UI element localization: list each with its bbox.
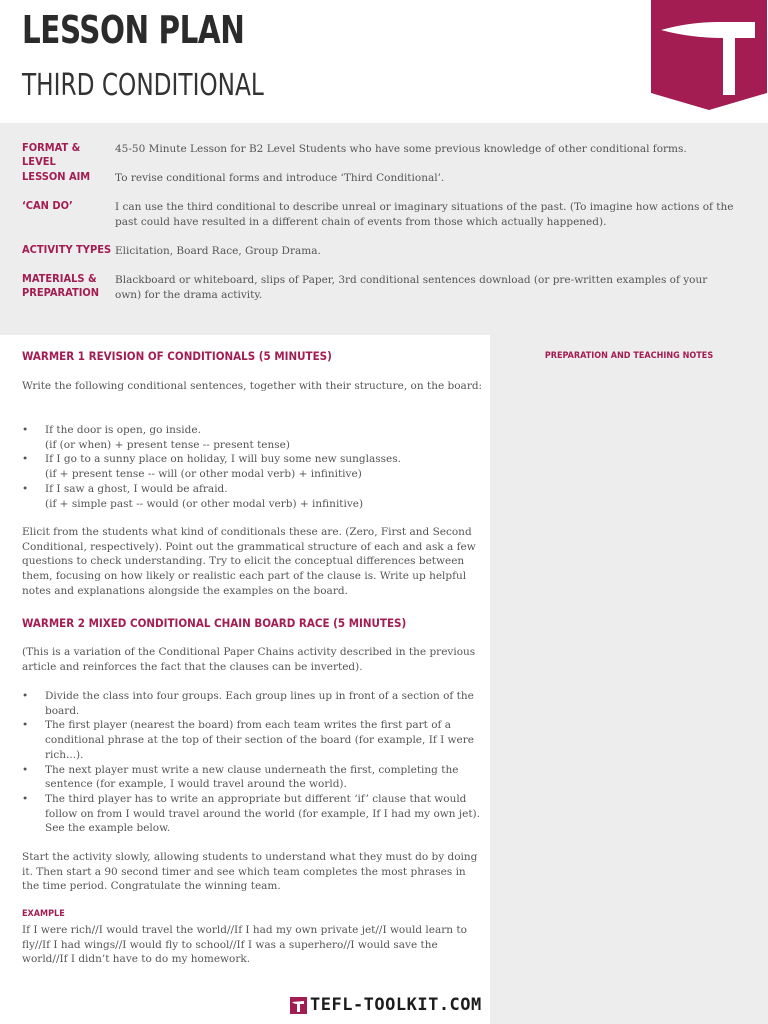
- list-item: [22, 482, 484, 511]
- list-item: • The third player has to write an appropriate but different ‘if’ clause that would follow on from I would travel around the world (for example, If I had my own jet). See the example below.: [22, 792, 484, 836]
- list-item: [22, 452, 484, 481]
- warmer2-bullet-list: [22, 689, 484, 836]
- footer-brand-text: TEFL-TOOLKIT.COM: [310, 995, 482, 1015]
- tefl-toolkit-hammer-icon: [651, 0, 767, 110]
- bullet-structure: (if + present tense -- will (or other modal verb) + infinitive): [45, 468, 362, 481]
- info-label: FORMAT & LEVEL: [22, 141, 81, 168]
- warmer1-body: Elicit from the students what kind of conditionals these are. (Zero, First and Second Conditional, respectively). Point out the grammatical structure of each and ask a few questions to check understanding. Try to elicit the conceptual differences between them, focusing on how likely or realistic each part of the clause is. Write up helpful notes and explanations alongside the examples on the board.: [22, 526, 476, 597]
- tefl-toolkit-logo-icon: [290, 997, 307, 1014]
- list-item: • Divide the class into four groups. Each group lines up in front of a section of the board.: [22, 689, 484, 718]
- page-title: LESSON PLAN: [22, 8, 245, 52]
- info-label: LESSON AIM: [22, 170, 91, 183]
- info-label: ACTIVITY TYPES: [22, 243, 112, 256]
- footer-brand[interactable]: [290, 994, 482, 1016]
- info-label: MATERIALS & PREPARATION: [22, 272, 100, 299]
- bullet-line: If the door is open, go inside.: [45, 424, 201, 436]
- bullet-line: If I go to a sunny place on holiday, I will buy some new sunglasses.: [45, 453, 401, 466]
- info-value: I can use the third conditional to describe unreal or imaginary situations of the past. (To imagine how actions of the past could have resulted in a different chain of events from those which actually happened).: [115, 201, 734, 228]
- page-subtitle: THIRD CONDITIONAL: [22, 68, 264, 103]
- info-label: ‘CAN DO’: [22, 199, 73, 212]
- bullet-structure: (if + simple past -- would (or other modal verb) + infinitive): [45, 497, 364, 510]
- warmer2-heading: WARMER 2 MIXED CONDITIONAL CHAIN BOARD RACE (5 MINUTES): [22, 616, 407, 630]
- warmer1-heading: WARMER 1 REVISION OF CONDITIONALS (5 MINUTES): [22, 349, 332, 363]
- list-item: [22, 423, 484, 452]
- warmer2-body: Start the activity slowly, allowing students to understand what they must do by doing it. Then start a 90 second timer and see which team completes the most phrases in the time period. Congratulate the winning team.: [22, 851, 478, 893]
- list-item: • The first player (nearest the board) from each team writes the first part of a conditional phrase at the top of their section of the board (for example, If I were rich...).: [22, 718, 484, 762]
- teaching-notes-sidebar: [490, 335, 768, 1024]
- warmer2-intro: (This is a variation of the Conditional Paper Chains activity described in the previous article and reinforces the fact that the clauses can be inverted).: [22, 646, 476, 673]
- bullet-line: If I saw a ghost, I would be afraid.: [45, 482, 228, 495]
- sidebar-title: PREPARATION AND TEACHING NOTES: [544, 351, 714, 361]
- info-value: Blackboard or whiteboard, slips of Paper, 3rd conditional sentences download (or pre-written examples of your own) for the drama activity.: [115, 274, 708, 301]
- info-value: 45-50 Minute Lesson for B2 Level Students who have some previous knowledge of other conditional forms.: [115, 143, 687, 155]
- example-label: EXAMPLE: [22, 909, 65, 919]
- bullet-structure: (if (or when) + present tense -- present tense): [45, 438, 290, 451]
- warmer1-intro: Write the following conditional sentences, together with their structure, on the board:: [22, 380, 483, 392]
- info-value: To revise conditional forms and introduce ‘Third Conditional’.: [115, 172, 445, 184]
- example-text: If I were rich//I would travel the world//If I had my own private jet//I would learn to fly//If I had wings//I would fly to school//If I was a superhero//I would save the world//If I didn’t have to do my homework.: [22, 924, 467, 966]
- warmer1-bullet-list: [22, 423, 484, 511]
- info-value: Elicitation, Board Race, Group Drama.: [115, 245, 321, 257]
- list-item: • The next player must write a new clause underneath the first, completing the sentence (for example, I would travel around the world).: [22, 763, 484, 792]
